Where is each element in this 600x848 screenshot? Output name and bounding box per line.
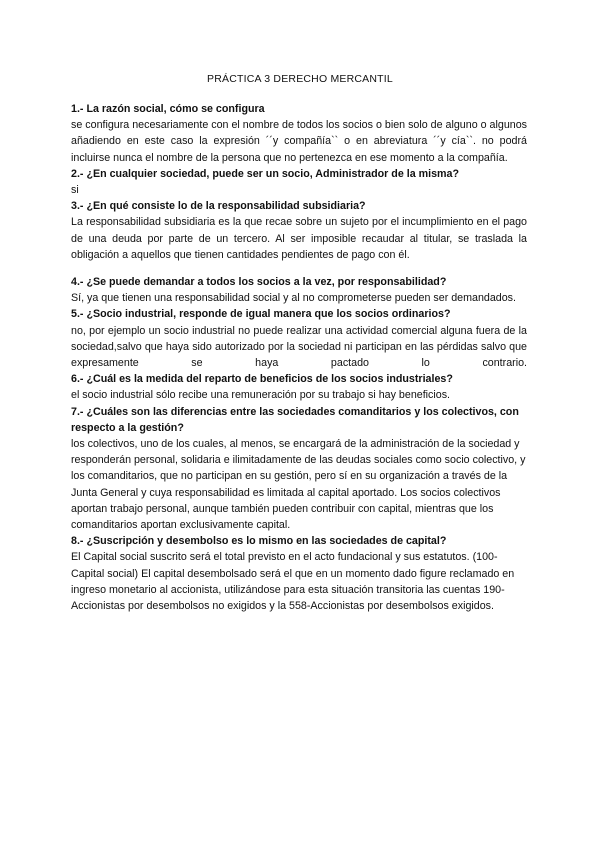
answer-2: si <box>71 184 79 197</box>
question-3: 3.- ¿En qué consiste lo de la responsabilidad subsidiaria? <box>71 200 366 213</box>
answer-6: el socio industrial sólo recibe una remuneración por su trabajo si hay beneficios. <box>71 389 451 402</box>
question-2: 2.- ¿En cualquier sociedad, puede ser un socio, Administrador de la misma? <box>71 167 460 180</box>
question-4: 4.- ¿Se puede demandar a todos los socios a la vez, por responsabilidad? <box>71 276 447 289</box>
question-5: 5.- ¿Socio industrial, responde de igual manera que los socios ordinarios? <box>71 308 451 321</box>
answer-7: los colectivos, uno de los cuales, al menos, se encargará de la administración de la sociedad y responderán personal, solidaria e ilimitadamente de las deudas sociales como socio colectivo, y los comanditarios, que no participan en su gestión, pero sí en su organización a través de la Junta General y cuya responsabilidad es limitada al capital aportado. Los socios colectivos aportan trabajo personal, aunque también pueden contribuir con capital, mientras que los comanditarios aportan exclusivamente capital. <box>71 438 526 532</box>
question-1: 1.- La razón social, cómo se configura <box>71 103 265 115</box>
question-6: 6.- ¿Cuál es la medida del reparto de beneficios de los socios industriales? <box>71 373 453 386</box>
answer-3: La responsabilidad subsidiaria es la que recae sobre un sujeto por el incumplimiento en el pago de una deuda por parte de un tercero. Al ser imposible recaudar al titular, se traslada la obligación a aquellos que tienen cantidades pendientes de pago con él. <box>71 216 527 261</box>
question-7: 7.- ¿Cuáles son las diferencias entre las sociedades comanditarios y los colectivos, con respecto a la gestión? <box>71 405 519 434</box>
answer-8: El Capital social suscrito será el total previsto en el acto fundacional y sus estatutos. (100-Capital social) El capital desembolsado será el que en un momento dado figure reclamado en ingreso monetario al accionista, utilizándose para esta situación transitoria las cuentas 190-Accionistas por desembolsos no exigidos y la 558-Accionistas por desembolsos exigidos. <box>71 551 515 613</box>
question-8: 8.- ¿Suscripción y desembolso es lo mismo en las sociedades de capital? <box>71 535 447 548</box>
answer-4: Sí, ya que tienen una responsabilidad social y al no comprometerse pueden ser demandados. <box>71 292 516 305</box>
answer-5: no, por ejemplo un socio industrial no puede realizar una actividad comercial alguna fuera de la sociedad,salvo que haya sido autorizado por la sociedad ni participan en las pérdidas salvo que expresamente se haya pactado lo contrario. <box>71 324 527 370</box>
paragraph-gap <box>71 263 527 274</box>
document-body <box>71 101 527 614</box>
document-title: PRÁCTICA 3 DERECHO MERCANTIL <box>207 73 393 85</box>
answer-1: se configura necesariamente con el nombre de todos los socios o bien solo de alguno o algunos añadiendo en este caso la expresión ´´y compañía`` o en abreviatura ´´y cía``. no podrá incluirse nunca el nombre de la persona que no pertenezca en ese momento a la compañía. <box>71 119 527 164</box>
